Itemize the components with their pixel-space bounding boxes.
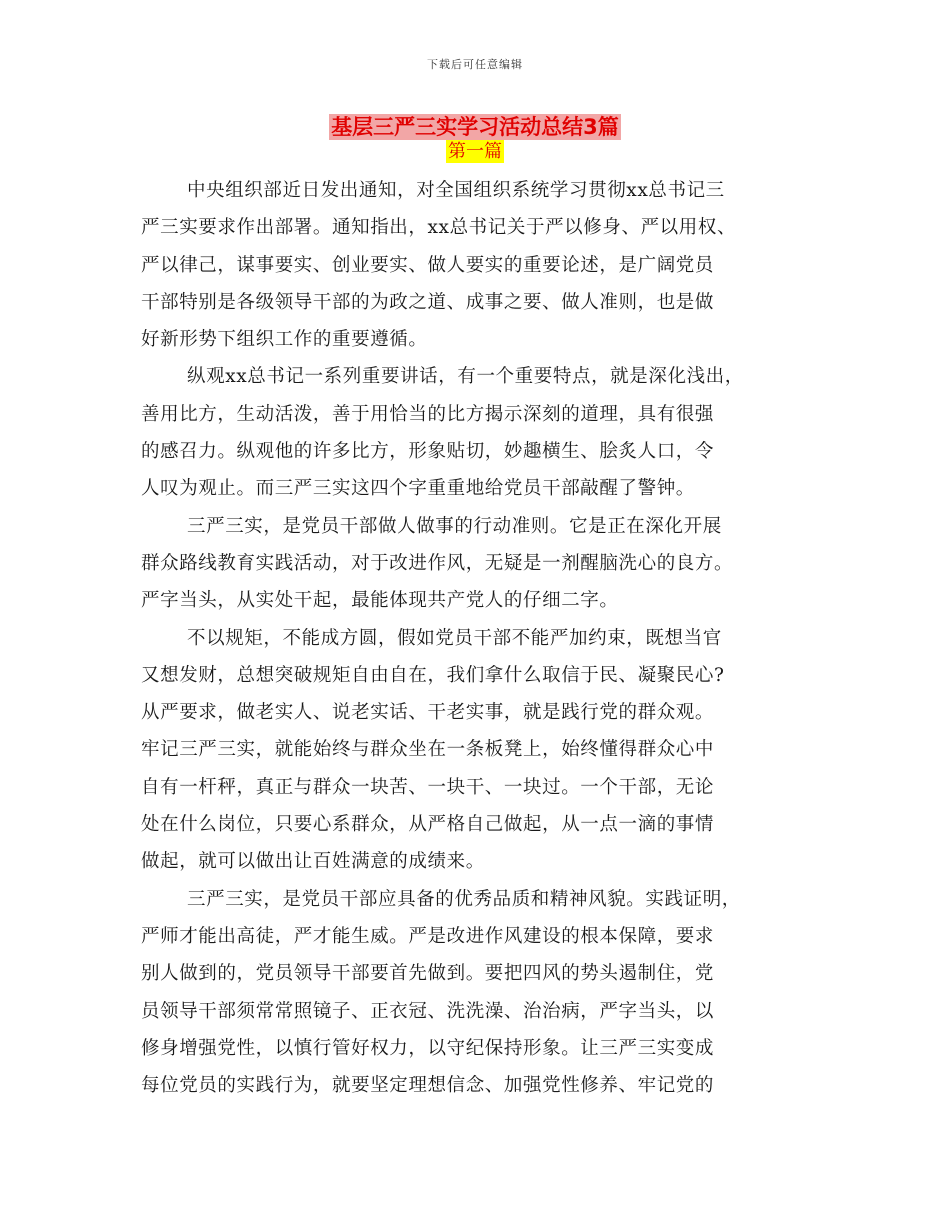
body-line: 从严要求，做老实人、说老实话、干老实事，就是践行党的群众观。 (141, 702, 715, 724)
body-line: 别人做到的，党员领导干部要首先做到。要把四风的势头遏制住，党 (141, 963, 715, 985)
body-line: 干部特别是各级领导干部的为政之道、成事之要、做人准则，也是做 (141, 291, 715, 313)
body-line: 做起，就可以做出让百姓满意的成绩来。 (141, 851, 485, 873)
body-line: 员领导干部须常常照镜子、正衣冠、洗洗澡、治治病，严字当头，以 (141, 1000, 715, 1022)
body-line: 自有一杆秤，真正与群众一块苦、一块干、一块过。一个干部，无论 (141, 776, 715, 798)
body-line: 每位党员的实践行为，就要坚定理想信念、加强党性修养、牢记党的 (141, 1075, 715, 1097)
header-note: 下载后可任意编辑 (427, 58, 523, 71)
document-body (141, 172, 816, 1104)
subtitle-wrap (0, 140, 950, 163)
body-line: 严字当头，从实处干起，最能体现共产党人的仔细二字。 (141, 590, 619, 612)
body-line: 处在什么岗位，只要心系群众，从严格自己做起，从一点一滴的事情 (141, 814, 715, 836)
body-line: 善用比方，生动活泼，善于用恰当的比方揭示深刻的道理，具有很强 (141, 403, 715, 425)
body-line: 人叹为观止。而三严三实这四个字重重地给党员干部敲醒了警钟。 (141, 478, 695, 500)
body-line: 群众路线教育实践活动，对于改进作风，无疑是一剂醒脑洗心的良方。 (141, 552, 734, 574)
body-line: 牢记三严三实，就能始终与群众坐在一条板凳上，始终懂得群众心中 (141, 739, 715, 761)
body-line: 的感召力。纵观他的许多比方，形象贴切，妙趣横生、脍炙人口，令 (141, 441, 715, 463)
body-line: 严三实要求作出部署。通知指出，xx总书记关于严以修身、严以用权、 (141, 217, 737, 239)
body-line: 又想发财，总想突破规矩自由自在，我们拿什么取信于民、凝聚民心? (141, 664, 725, 686)
body-line: 不以规矩，不能成方圆，假如党员干部不能严加约束，既想当官 (187, 627, 722, 649)
body-line: 三严三实，是党员干部应具备的优秀品质和精神风貌。实践证明， (187, 888, 741, 910)
body-line: 严师才能出高徒，严才能生威。严是改进作风建设的根本保障，要求 (141, 925, 715, 947)
body-line: 三严三实，是党员干部做人做事的行动准则。它是正在深化开展 (187, 515, 722, 537)
title-block (0, 114, 950, 163)
body-line: 好新形势下组织工作的重要遵循。 (141, 329, 428, 351)
body-line: 中央组织部近日发出通知，对全国组织系统学习贯彻xx总书记三 (187, 180, 725, 201)
document-subtitle: 第一篇 (448, 141, 502, 162)
document-title: 基层三严三实学习活动总结3篇 (331, 115, 619, 139)
body-line: 严以律己，谋事要实、创业要实、做人要实的重要论述，是广阔党员 (141, 254, 715, 276)
body-line: 修身增强党性，以慎行管好权力，以守纪保持形象。让三严三实变成 (141, 1037, 715, 1059)
body-line: 纵观xx总书记一系列重要讲话，有一个重要特点，就是深化浅出， (187, 366, 744, 388)
